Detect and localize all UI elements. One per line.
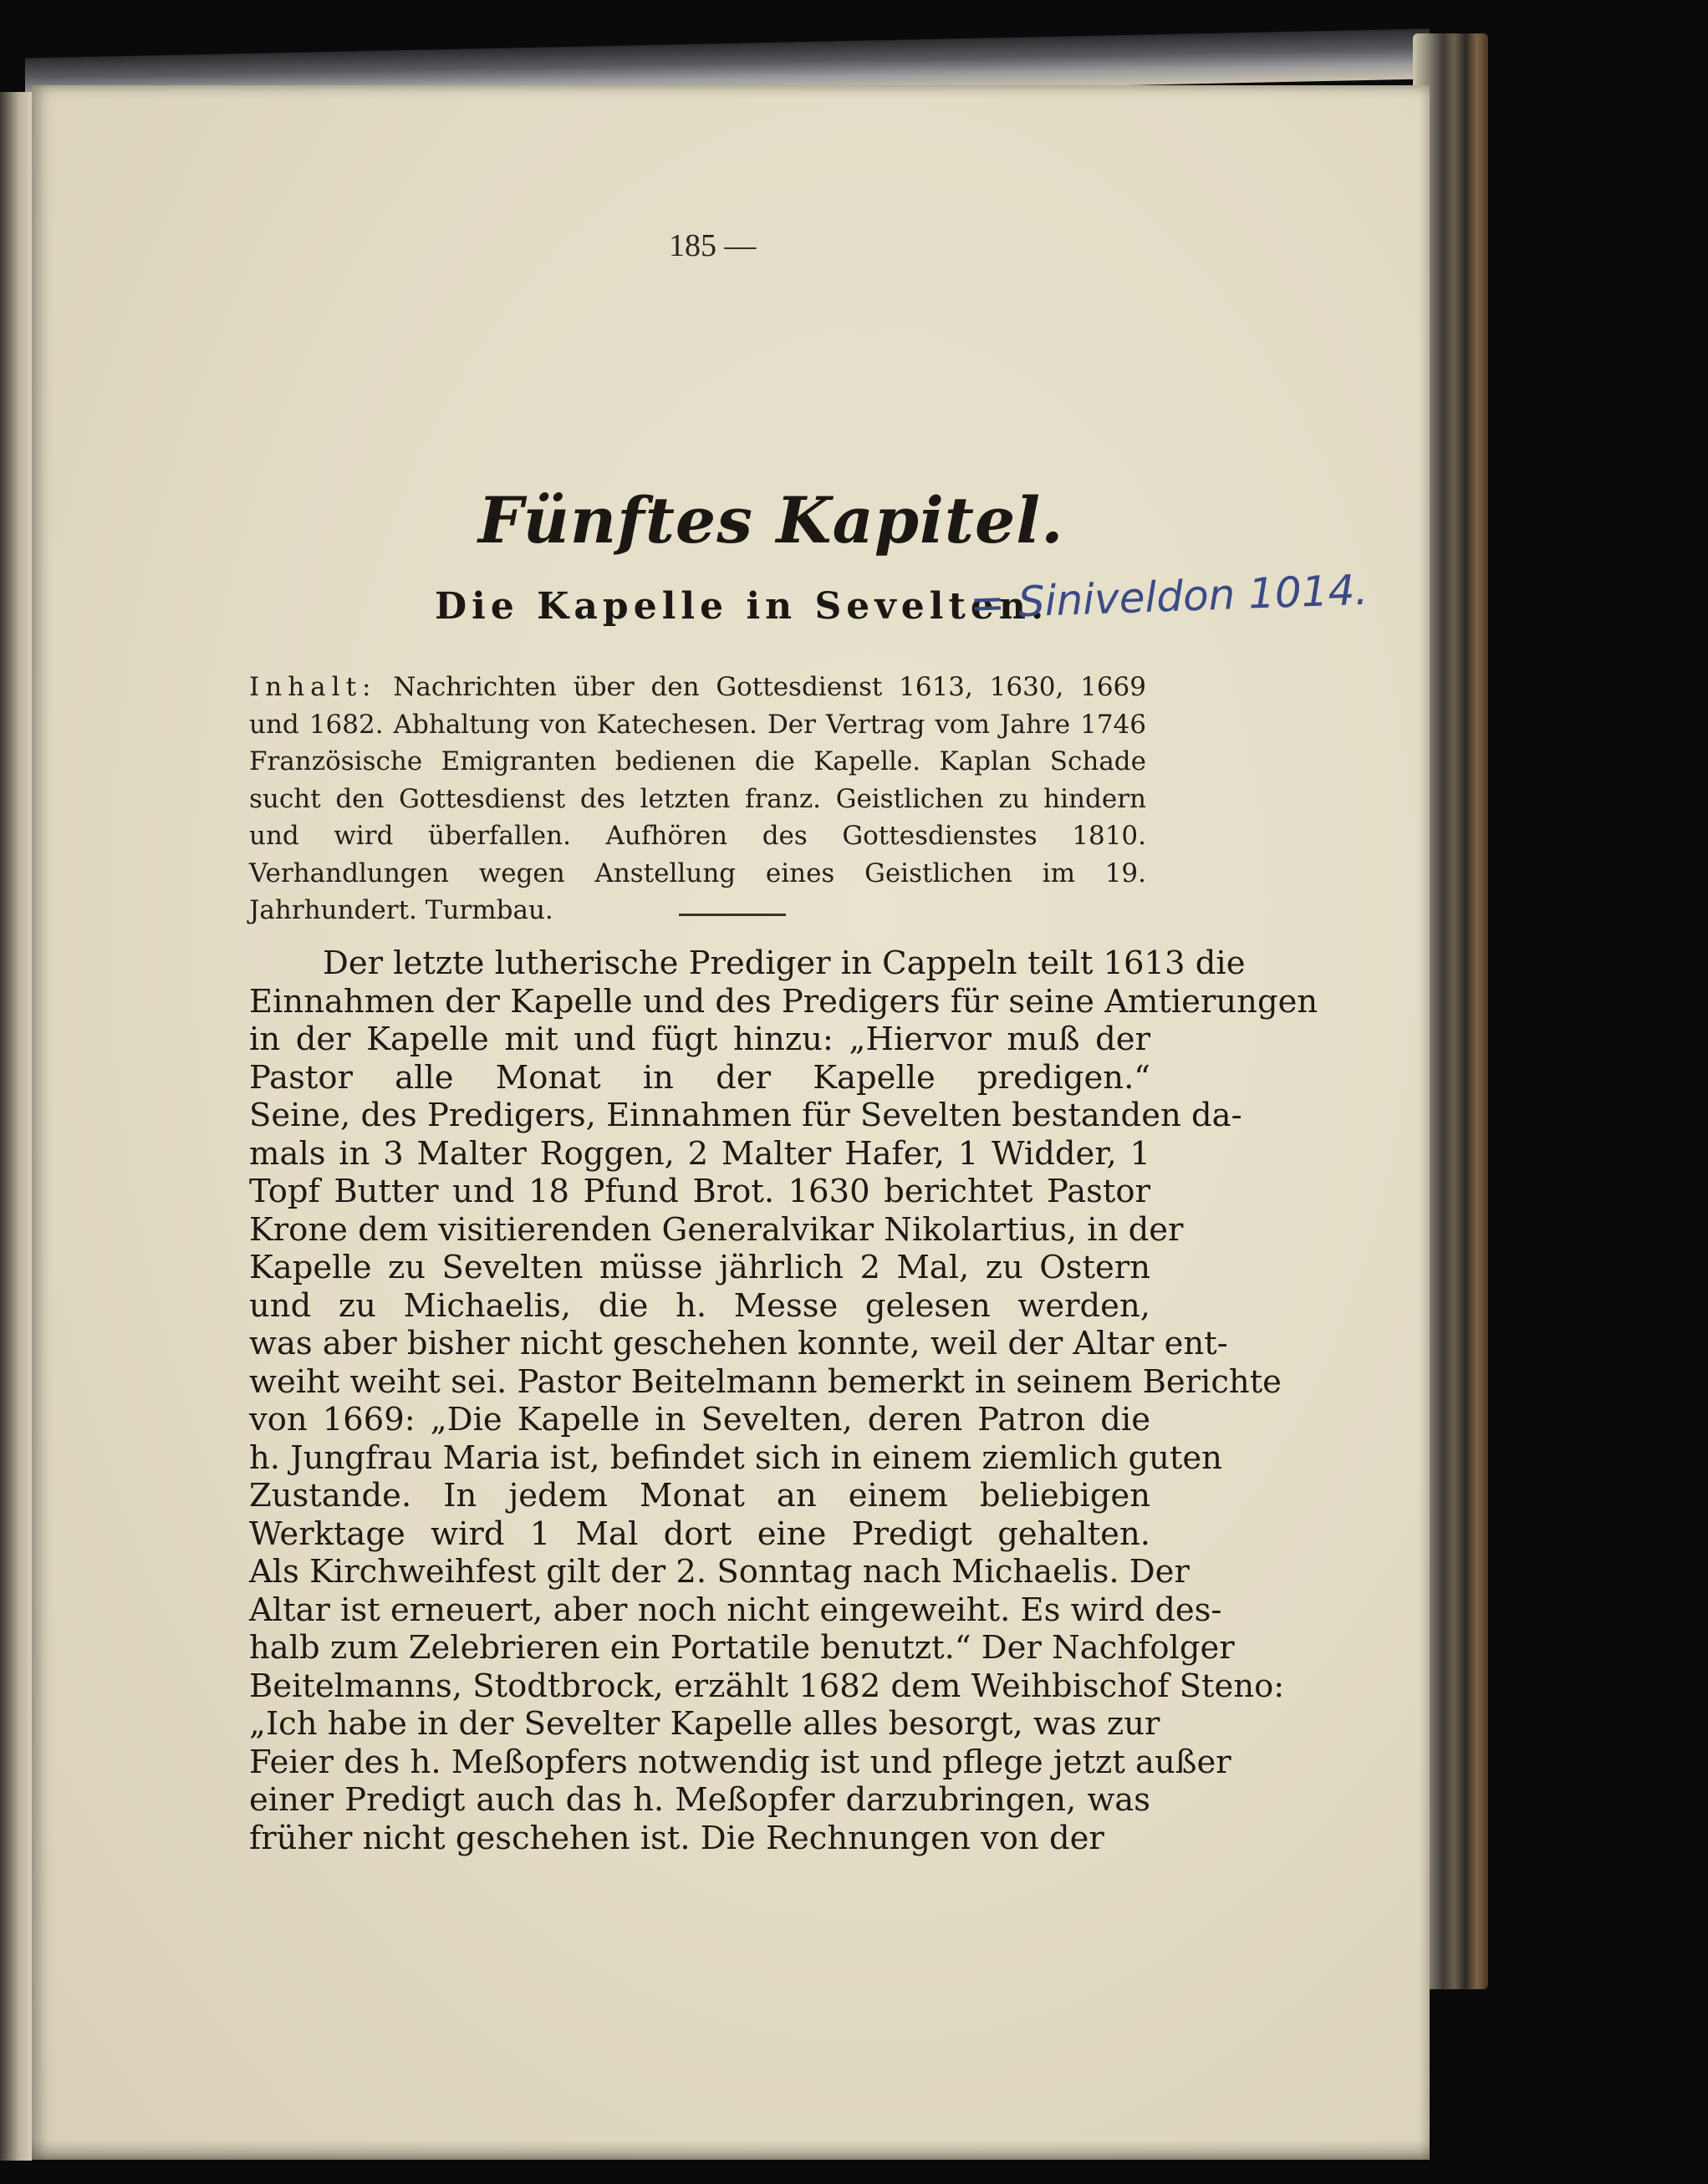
section-divider — [679, 914, 786, 916]
left-page-edge — [0, 92, 32, 2161]
summary-lead: Inhalt: — [249, 672, 377, 702]
summary-text: Nachrichten über den Gottesdienst 1613, 1630, 1669 und 1682. Abhaltung von Katechesen. Der Vertrag vom Jahre 1746 Französische Emigranten bedienen die Kapelle. Kaplan Schade sucht den Gottesdienst des letzten franz. Geistlichen zu hindern und wird überfallen. Aufhören des Gottesdienstes 1810. Verhandlungen wegen Anstellung eines Geistlichen im 19. Jahrhundert. Turmbau. — [249, 672, 1146, 925]
body-line: in der Kapelle mit und fügt hinzu: „Hiervor muß der — [249, 1021, 1150, 1058]
body-line: Altar ist erneuert, aber noch nicht eingeweiht. Es wird des- — [249, 1591, 1222, 1629]
body-line: einer Predigt auch das h. Meßopfer darzubringen, was — [249, 1781, 1150, 1819]
body-line: Seine, des Predigers, Einnahmen für Sevelten bestanden da- — [249, 1097, 1242, 1134]
body-line: weiht weiht sei. Pastor Beitelmann bemerkt in seinem Berichte — [249, 1362, 1282, 1401]
body-line: Werktage wird 1 Mal dort eine Predigt gehalten. — [249, 1515, 1150, 1553]
body-line: Topf Butter und 18 Pfund Brot. 1630 berichtet Pastor — [249, 1173, 1150, 1210]
body-line: früher nicht geschehen ist. Die Rechnungen von der — [249, 1819, 1104, 1857]
chapter-title: Fünftes Kapitel. — [478, 483, 1064, 557]
handwritten-annotation: = Siniveldon 1014. — [969, 565, 1369, 629]
body-line: „Ich habe in der Sevelter Kapelle alles besorgt, was zur — [249, 1705, 1160, 1743]
body-line: was aber bisher nicht geschehen konnte, weil der Altar ent- — [249, 1325, 1228, 1362]
body-line: halb zum Zelebrieren ein Portatile benutzt.“ Der Nachfolger — [249, 1629, 1235, 1667]
page-bottom-shadow — [32, 2140, 1430, 2165]
body-line: Beitelmanns, Stodtbrock, erzählt 1682 dem Weihbischof Steno: — [249, 1667, 1285, 1705]
body-line: Krone dem visitierenden Generalvikar Nikolartius, in der — [249, 1210, 1184, 1249]
chapter-summary — [249, 669, 1146, 929]
body-text — [249, 944, 1318, 1857]
body-line: Einnahmen der Kapelle und des Predigers für seine Amtierungen — [249, 982, 1318, 1021]
body-line: Zustande. In jedem Monat an einem beliebigen — [249, 1477, 1150, 1515]
page-number: 185 — — [669, 228, 757, 263]
body-line: Pastor alle Monat in der Kapelle predigen.“ — [249, 1058, 1150, 1097]
body-line: Kapelle zu Sevelten müsse jährlich 2 Mal, zu Ostern — [249, 1249, 1150, 1286]
body-line: von 1669: „Die Kapelle in Sevelten, deren Patron die — [249, 1401, 1150, 1438]
body-line: Als Kirchweihfest gilt der 2. Sonntag nach Michaelis. Der — [249, 1553, 1190, 1591]
body-line: Feier des h. Meßopfers notwendig ist und pflege jetzt außer — [249, 1743, 1231, 1781]
chapter-subtitle: Die Kapelle in Sevelten. — [435, 585, 1049, 628]
body-line: mals in 3 Malter Roggen, 2 Malter Hafer, 1 Widder, 1 — [249, 1134, 1150, 1173]
body-line: und zu Michaelis, die h. Messe gelesen werden, — [249, 1286, 1150, 1325]
body-line: Der letzte lutherische Prediger in Cappeln teilt 1613 die — [323, 944, 1246, 982]
body-line: h. Jungfrau Maria ist, befindet sich in einem ziemlich guten — [249, 1438, 1222, 1477]
